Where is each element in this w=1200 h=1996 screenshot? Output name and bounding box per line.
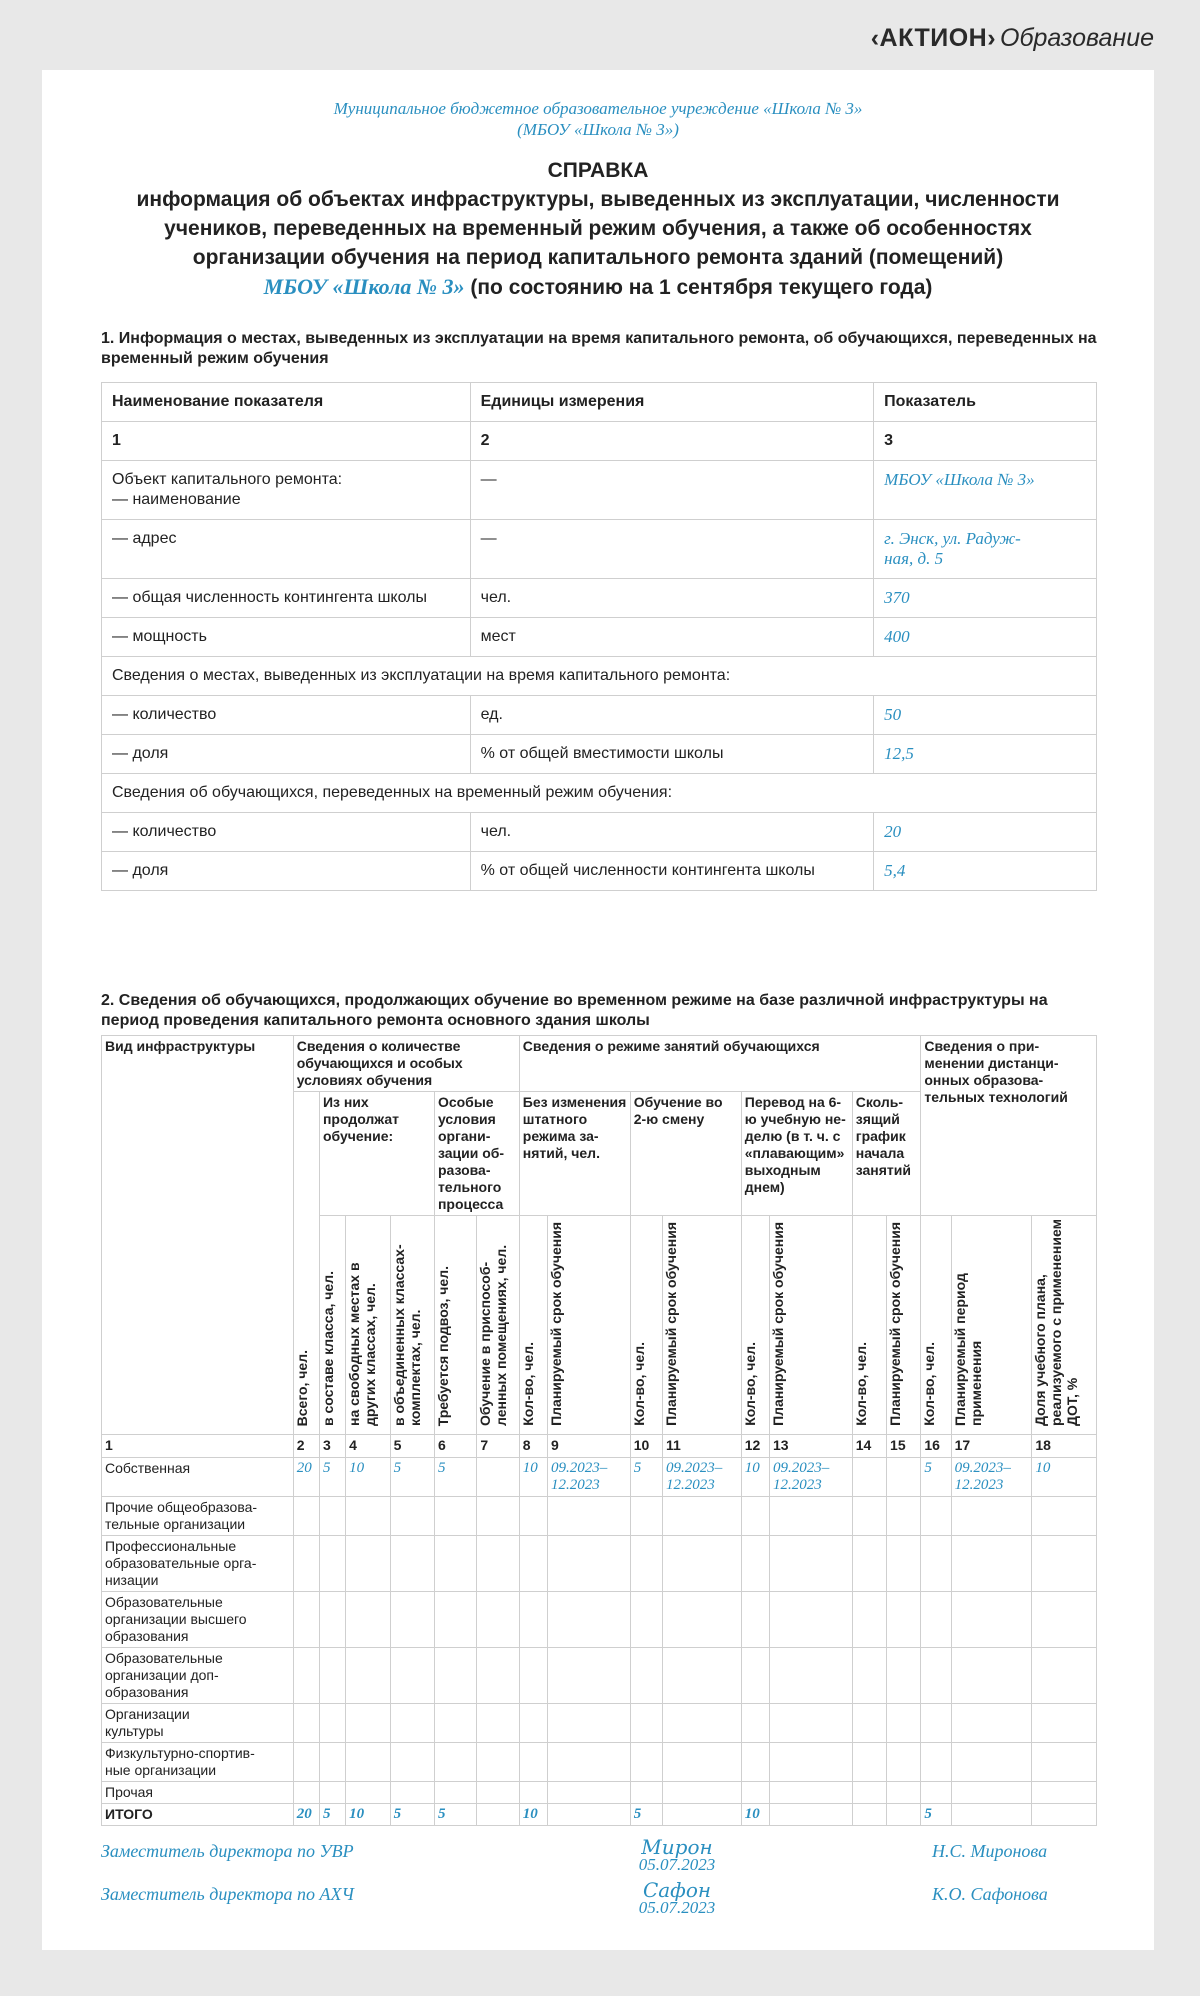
name-line: ные организации	[105, 1762, 217, 1778]
header-c14	[852, 1216, 886, 1435]
column-number: 3	[319, 1435, 345, 1458]
total-value: 5	[319, 1804, 345, 1826]
total-value: 5	[921, 1804, 951, 1826]
header-nochange: Без изменения штатного режима занятий, чел.	[519, 1092, 630, 1216]
column-number: 10	[630, 1435, 662, 1458]
header-merged	[390, 1216, 434, 1435]
infrastructure-name	[102, 1592, 294, 1648]
column-number: 6	[434, 1435, 476, 1458]
rotated-label: Кол-во, чел.	[741, 1342, 758, 1426]
name-line: Организации	[105, 1706, 190, 1722]
total-value: 10	[741, 1804, 769, 1826]
document-heading	[42, 156, 1154, 302]
org-line-1: Муниципальное бюджетное образовательное учреждение «Школа № 3»	[333, 99, 863, 118]
indicator-unit: чел.	[470, 813, 874, 852]
document-title: СПРАВКА	[547, 159, 649, 182]
header-kind: Вид инфраструктуры	[102, 1036, 294, 1435]
column-number: 15	[887, 1435, 921, 1458]
table-row	[102, 1743, 1097, 1782]
cell-value	[770, 1458, 853, 1497]
rotated-label: Планируемый срок обучения	[770, 1222, 786, 1426]
column-numbers-row	[102, 1435, 1097, 1458]
document-sheet	[42, 70, 1154, 1950]
group-title: Сведения о местах, выведенных из эксплуатации на время капитального ремонта:	[102, 657, 1097, 696]
table-header-row	[102, 383, 1097, 422]
indicator-unit: ед.	[470, 696, 874, 735]
indicator-value: 5,4	[874, 852, 1097, 891]
total-value: 5	[434, 1804, 476, 1826]
rotated-label: Планируемый период применения	[951, 1273, 984, 1426]
indicator-value: МБОУ «Школа № 3»	[874, 461, 1097, 520]
cell-value: 20	[293, 1458, 319, 1497]
name-line: Прочие общеобразова-	[105, 1499, 258, 1515]
total-value: 20	[293, 1804, 319, 1826]
section-1-table	[101, 382, 1097, 891]
header-total	[293, 1092, 319, 1435]
rotated-label: Кол-во, чел.	[852, 1342, 869, 1426]
total-value: 10	[519, 1804, 547, 1826]
indicator-unit: % от общей численности контингента школы	[470, 852, 874, 891]
table-row	[102, 1536, 1097, 1592]
cell-value: 5	[921, 1458, 951, 1497]
table-row	[102, 1592, 1097, 1648]
column-number: 2	[293, 1435, 319, 1458]
table-row	[102, 1458, 1097, 1497]
column-number: 1	[102, 1435, 294, 1458]
indicator-value: 370	[874, 579, 1097, 618]
column-number: 14	[852, 1435, 886, 1458]
table-row	[102, 1648, 1097, 1704]
table-number-row	[102, 422, 1097, 461]
cell-empty	[887, 1458, 921, 1497]
column-number: 5	[390, 1435, 434, 1458]
indicator-name: — мощность	[102, 618, 471, 657]
column-number: 8	[519, 1435, 547, 1458]
period-line: 12.2023	[666, 1477, 715, 1493]
header-c12	[741, 1216, 769, 1435]
org-line-2: (МБОУ «Школа № 3»)	[517, 120, 679, 139]
rotated-label: Кол-во, чел.	[630, 1342, 647, 1426]
infrastructure-name	[102, 1497, 294, 1536]
cell-value: 10	[741, 1458, 769, 1497]
rotated-label: Планируемый срок обучения	[663, 1222, 680, 1426]
rotated-label: в составе класса, чел.	[319, 1270, 336, 1426]
name-line: Образовательные	[105, 1594, 223, 1610]
name-line: образования	[105, 1628, 189, 1644]
signature-name: К.О. Сафонова	[932, 1884, 1048, 1904]
header-mode: Сведения о режиме занятий обучающихся	[519, 1036, 921, 1092]
header-transport	[434, 1216, 476, 1435]
column-number: 2	[470, 422, 874, 461]
logo-word: Образование	[1000, 24, 1154, 52]
header-continue: Из них продолжат обучение:	[319, 1092, 434, 1216]
column-number: 18	[1032, 1435, 1097, 1458]
total-value: 10	[346, 1804, 390, 1826]
name-line: организации высшего	[105, 1611, 247, 1627]
name-line: Физкультурно-спортив-	[105, 1745, 255, 1761]
name-line: образования	[105, 1684, 189, 1700]
header-row-1	[102, 1036, 1097, 1092]
indicator-unit: —	[470, 461, 874, 520]
period-line: 12.2023	[954, 1477, 1004, 1493]
cell-empty	[852, 1458, 886, 1497]
header-c8	[519, 1216, 547, 1435]
signature-mark	[602, 1878, 752, 1917]
column-number: 17	[951, 1435, 1032, 1458]
table-row	[102, 520, 1097, 579]
header-inclass	[319, 1216, 345, 1435]
table-group-row	[102, 774, 1097, 813]
signature-role: Заместитель директора по УВР	[101, 1841, 354, 1861]
column-number: 13	[770, 1435, 853, 1458]
table-group-row	[102, 657, 1097, 696]
cell-value	[548, 1458, 631, 1497]
header-c18	[1032, 1216, 1097, 1435]
rotated-label: Доля учебного плана, реализуемого с применением ДОТ, %	[1032, 1219, 1081, 1426]
heading-line-4	[42, 272, 1154, 302]
column-number: 4	[346, 1435, 390, 1458]
indicator-unit: % от общей вместимости школы	[470, 735, 874, 774]
rotated-label: Требуется подвоз, чел.	[434, 1265, 451, 1426]
publisher-logo	[871, 24, 1154, 53]
name-line: низации	[105, 1572, 159, 1588]
table-row	[102, 696, 1097, 735]
period-line: 09.2023–	[551, 1460, 608, 1476]
section-2-table	[101, 1035, 1097, 1826]
indicator-name-line: — наименование	[112, 491, 241, 508]
total-label: ИТОГО	[102, 1804, 294, 1826]
indicator-name: — доля	[102, 852, 471, 891]
table-row	[102, 461, 1097, 520]
indicator-unit: мест	[470, 618, 874, 657]
header-count: Сведения о количестве обучающихся и особых условиях обучения	[293, 1036, 519, 1092]
header-special: Особые условия организации образовательного процесса	[434, 1092, 519, 1216]
indicator-name: — количество	[102, 696, 471, 735]
signature-name: Н.С. Миронова	[932, 1841, 1048, 1861]
signature-role: Заместитель директора по АХЧ	[101, 1884, 354, 1904]
column-number: 9	[548, 1435, 631, 1458]
signature-scribble: Мирон	[641, 1835, 713, 1859]
heading-line-1: информация об объектах инфраструктуры, выведенных из эксплуатации, численности	[136, 188, 1060, 211]
table-row	[102, 852, 1097, 891]
section-2-title: 2. Сведения об обучающихся, продолжающих обучение во временном режиме на базе различной инфраструктуры на период проведения капитального ремонта основного здания школы	[101, 992, 1048, 1029]
cell-value: 10	[346, 1458, 390, 1497]
signature-scribble: Сафон	[642, 1878, 712, 1902]
cell-value	[951, 1458, 1032, 1497]
header-c13	[770, 1216, 853, 1435]
table-row	[102, 813, 1097, 852]
header-sliding: Скользящий график начала занятий	[852, 1092, 921, 1216]
indicator-name: — адрес	[102, 520, 471, 579]
header-adapted	[477, 1216, 519, 1435]
indicator-name: — общая численность контингента школы	[102, 579, 471, 618]
table-row	[102, 1704, 1097, 1743]
rotated-label: Планируемый срок обучения	[548, 1222, 565, 1426]
cell-value: 5	[630, 1458, 662, 1497]
rotated-label: на свободных местах в других классах, чел.	[346, 1262, 379, 1426]
table-row	[102, 579, 1097, 618]
indicator-unit: —	[470, 520, 874, 579]
total-row	[102, 1804, 1097, 1826]
infrastructure-name	[102, 1536, 294, 1592]
column-number: 3	[874, 422, 1097, 461]
indicator-value: 50	[874, 696, 1097, 735]
indicator-name-line: Объект капитального ремонта:	[112, 471, 343, 488]
cell-value: 10	[519, 1458, 547, 1497]
period-line: 12.2023	[551, 1477, 600, 1493]
table-row	[102, 1782, 1097, 1804]
heading-line-2: учеников, переведенных на временный режим обучения, а также об особенностях	[164, 217, 1032, 240]
header-c10	[630, 1216, 662, 1435]
cell-empty	[477, 1458, 519, 1497]
column-number: 11	[663, 1435, 742, 1458]
period-line: 09.2023–	[773, 1460, 830, 1476]
infrastructure-name	[102, 1648, 294, 1704]
indicator-value: 20	[874, 813, 1097, 852]
header-dot: Сведения о применении дистанционных образовательных технологий	[921, 1036, 1097, 1216]
period-line: 09.2023–	[954, 1460, 1011, 1476]
rotated-label: Планируемый срок обучения	[887, 1222, 904, 1426]
indicator-unit: чел.	[470, 579, 874, 618]
header-cell: Показатель	[874, 383, 1097, 422]
column-number: 1	[102, 422, 471, 461]
heading-school: МБОУ «Школа № 3»	[263, 274, 465, 299]
total-value: 5	[630, 1804, 662, 1826]
total-value: 5	[390, 1804, 434, 1826]
header-free	[346, 1216, 390, 1435]
header-c11	[663, 1216, 742, 1435]
name-line: Образовательные	[105, 1650, 223, 1666]
signature-date: 05.07.2023	[638, 1898, 716, 1917]
infrastructure-name: Прочая	[102, 1782, 294, 1804]
header-cell: Наименование показателя	[102, 383, 471, 422]
header-c15	[887, 1216, 921, 1435]
rotated-label: Кол-во, чел.	[519, 1342, 536, 1426]
infrastructure-name	[102, 1704, 294, 1743]
name-line: образовательные орга-	[105, 1555, 257, 1571]
table-row	[102, 1497, 1097, 1536]
cell-value: 5	[390, 1458, 434, 1497]
infrastructure-name	[102, 1743, 294, 1782]
table-row	[102, 618, 1097, 657]
cell-value	[663, 1458, 742, 1497]
name-line: организации доп-	[105, 1667, 219, 1683]
rotated-label: Всего, чел.	[293, 1349, 310, 1426]
group-title: Сведения об обучающихся, переведенных на временный режим обучения:	[102, 774, 1097, 813]
value-line: г. Энск, ул. Радуж-	[884, 529, 1021, 548]
name-line: Профессиональные	[105, 1538, 237, 1554]
logo-mark: ‹АКТИОН›	[870, 24, 997, 52]
indicator-value: 400	[874, 618, 1097, 657]
column-number: 12	[741, 1435, 769, 1458]
indicator-value: 12,5	[874, 735, 1097, 774]
column-number: 7	[477, 1435, 519, 1458]
table-row	[102, 735, 1097, 774]
indicator-name	[102, 461, 471, 520]
cell-value: 10	[1032, 1458, 1097, 1497]
period-line: 09.2023–	[666, 1460, 723, 1476]
heading-line-3: организации обучения на период капитального ремонта зданий (помещений)	[192, 246, 1004, 269]
header-shift2: Обучение во 2-ю смену	[630, 1092, 741, 1216]
cell-value: 5	[434, 1458, 476, 1497]
signature-date: 05.07.2023	[638, 1855, 716, 1874]
header-week6: Перевод на 6-ю учебную неделю (в т. ч. с «плавающим» выходным днем)	[741, 1092, 852, 1216]
header-c17	[951, 1216, 1032, 1435]
rotated-label: в объединенных классах-комплектах, чел.	[390, 1244, 423, 1426]
signature-mark	[602, 1835, 752, 1874]
organization-name	[42, 98, 1154, 140]
header-c16	[921, 1216, 951, 1435]
name-line: тельные организации	[105, 1516, 246, 1532]
indicator-name: — доля	[102, 735, 471, 774]
cell-value: 5	[319, 1458, 345, 1497]
heading-tail: (по состоянию на 1 сентября текущего года)	[470, 276, 933, 299]
infrastructure-name: Собственная	[102, 1458, 294, 1497]
indicator-name: — количество	[102, 813, 471, 852]
rotated-label: Кол-во, чел.	[921, 1342, 938, 1426]
column-number: 16	[921, 1435, 951, 1458]
name-line: культуры	[105, 1723, 164, 1739]
section-1-title: 1. Информация о местах, выведенных из эксплуатации на время капитального ремонта, об обучающихся, переведенных на временный режим обучения	[101, 330, 1097, 367]
value-line: ная, д. 5	[884, 549, 944, 568]
header-c9	[548, 1216, 631, 1435]
period-line: 12.2023	[773, 1477, 822, 1493]
rotated-label: Обучение в приспособленных помещениях, чел.	[477, 1244, 510, 1426]
header-cell: Единицы измерения	[470, 383, 874, 422]
indicator-value	[874, 520, 1097, 579]
